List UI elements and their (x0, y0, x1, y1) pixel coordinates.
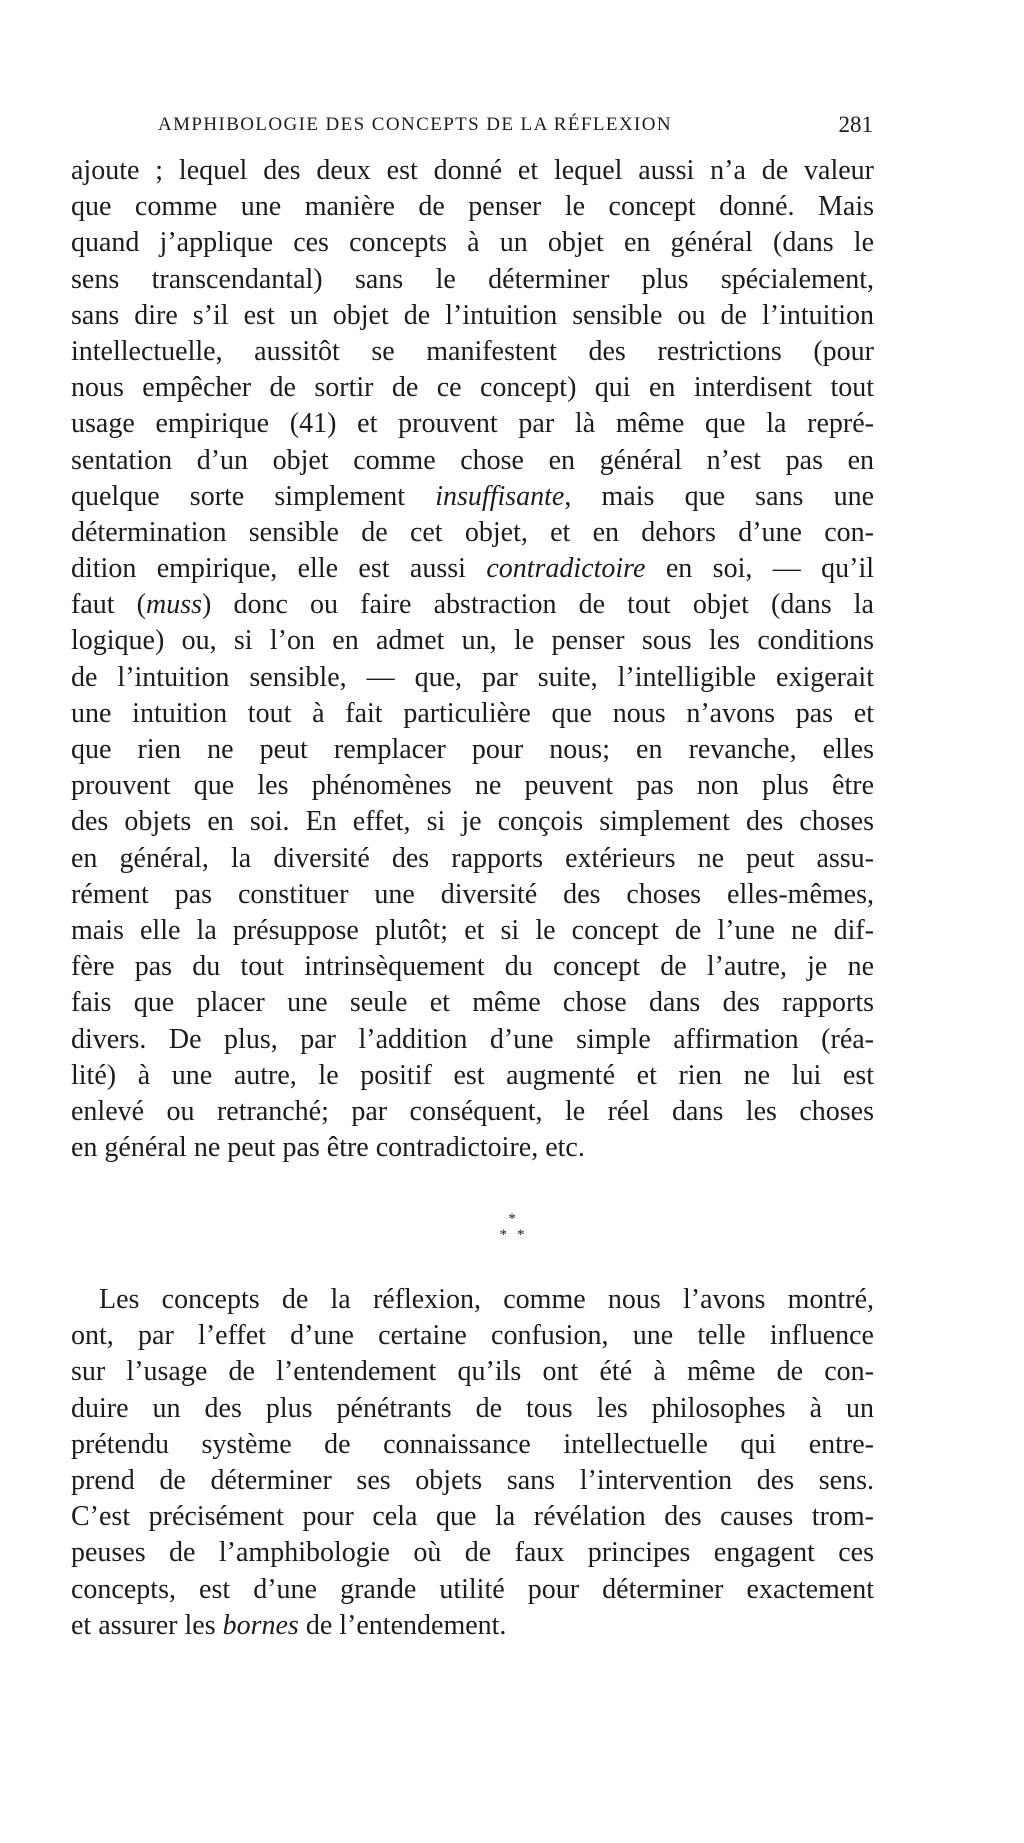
text-line (71, 443, 874, 479)
text-run: prouvent que les phénomènes ne peuvent pas non plus être (71, 770, 874, 802)
text-run: fère pas du tout intrinsèquement du concept de l’autre, je ne (71, 951, 874, 983)
italic-term: bornes (222, 1609, 299, 1641)
italic-term: muss (146, 589, 203, 621)
text-run: sens transcendantal) sans le déterminer plus spécialement, (71, 263, 874, 295)
text-line (71, 551, 874, 587)
text-line (71, 1391, 874, 1427)
text-line (71, 1572, 874, 1608)
text-line (71, 334, 874, 370)
text-line (71, 1022, 874, 1058)
text-run: quelque sorte simplement (71, 480, 436, 512)
asterisk: * (508, 1211, 516, 1227)
text-line (71, 262, 874, 298)
text-line (71, 660, 874, 696)
text-run: et assurer les (71, 1609, 223, 1641)
text-line (71, 406, 874, 442)
text-line (71, 1535, 874, 1571)
text-line (71, 1427, 874, 1463)
text-run: que comme une manière de penser le concept donné. Mais (71, 191, 874, 223)
running-title: AMPHIBOLOGIE DES CONCEPTS DE LA RÉFLEXION (158, 114, 672, 135)
text-line (71, 841, 874, 877)
text-line (71, 587, 874, 623)
paragraph-reflexion (71, 1282, 874, 1644)
text-line (71, 913, 874, 949)
text-run: nous empêcher de sortir de ce concept) qui en interdisent tout (71, 372, 874, 404)
text-run: divers. De plus, par l’addition d’une simple affirmation (réa- (71, 1023, 874, 1055)
text-line (71, 153, 874, 189)
text-line (71, 877, 874, 913)
italic-term: insuffisante (435, 480, 565, 512)
text-run: en général ne peut pas être contradictoire, etc. (71, 1132, 585, 1164)
text-run: des objets en soi. En effet, si je conçois simplement des choses (71, 806, 874, 838)
text-run: mais elle la présuppose plutôt; et si le concept de l’une ne dif- (71, 914, 874, 946)
text-line (71, 225, 874, 261)
text-line (71, 949, 874, 985)
text-run: détermination sensible de cet objet, et en dehors d’une con- (71, 516, 874, 548)
text-run: sans dire s’il est un objet de l’intuition sensible ou de l’intuition (71, 299, 874, 331)
text-line (71, 623, 874, 659)
text-line (71, 1130, 874, 1166)
text-run: Les concepts de la réflexion, comme nous l’avons montré, (99, 1284, 874, 1315)
running-head (158, 108, 873, 142)
text-run: de l’intuition sensible, — que, par suite, l’intelligible exigerait (71, 661, 874, 693)
text-run: ont, par l’effet d’une certaine confusion, une telle influence (71, 1320, 874, 1352)
text-run: faut ( (71, 589, 146, 621)
text-line (71, 1318, 874, 1354)
text-line (71, 515, 874, 551)
text-run: ajoute ; lequel des deux est donné et lequel aussi n’a de valeur (71, 155, 874, 186)
text-run: intellectuelle, aussitôt se manifestent des restrictions (pour (71, 335, 874, 367)
text-line (71, 189, 874, 225)
text-line (71, 1354, 874, 1390)
text-run: sentation d’un objet comme chose en général n’est pas en (71, 444, 874, 476)
text-run: fais que placer une seule et même chose dans des rapports (71, 987, 874, 1019)
text-run: usage empirique (41) et prouvent par là même que la repré- (71, 408, 874, 440)
text-run: peuses de l’amphibologie où de faux principes engagent ces (71, 1537, 874, 1569)
text-line (71, 1608, 874, 1644)
text-run: , mais que sans une (564, 480, 874, 512)
text-run: de l’entendement. (298, 1609, 507, 1641)
section-break-asterisk (0, 1212, 1024, 1226)
paragraph-continuation (71, 153, 874, 1166)
text-run: prend de déterminer ses objets sans l’intervention des sens. (71, 1464, 874, 1496)
text-run: concepts, est d’une grande utilité pour déterminer exactement (71, 1573, 874, 1605)
text-run: enlevé ou retranché; par conséquent, le réel dans les choses (71, 1095, 874, 1127)
text-run: rément pas constituer une diversité des choses elles-mêmes, (71, 878, 874, 910)
text-run: que rien ne peut remplacer pour nous; en revanche, elles (71, 734, 874, 765)
text-line (71, 804, 874, 840)
text-line (71, 370, 874, 406)
text-line (71, 1499, 874, 1535)
text-run: C’est précisément pour cela que la révélation des causes trom- (71, 1501, 874, 1533)
text-line (71, 479, 874, 515)
italic-term: contradictoire (486, 553, 646, 585)
text-run: une intuition tout à fait particulière que nous n’avons pas et (71, 697, 874, 729)
page-number: 281 (838, 112, 873, 137)
text-line (71, 1094, 874, 1130)
text-line (71, 1058, 874, 1094)
text-run: en soi, — qu’il (645, 553, 874, 585)
text-run: sur l’usage de l’entendement qu’ils ont été à même de con- (71, 1356, 874, 1388)
text-line (71, 1282, 874, 1318)
text-line (71, 696, 874, 732)
text-run: duire un des plus pénétrants de tous les philosophes à un (71, 1392, 874, 1424)
text-line (71, 1463, 874, 1499)
text-run: ) donc ou faire abstraction de tout objet (dans la (202, 589, 874, 621)
section-break-asterisks (0, 1228, 1024, 1242)
text-line (71, 768, 874, 804)
asterisk: * (517, 1227, 525, 1243)
text-run: quand j’applique ces concepts à un objet en général (dans le (71, 227, 874, 259)
asterisk: * (499, 1227, 507, 1243)
text-run: en général, la diversité des rapports extérieurs ne peut assu- (71, 842, 874, 874)
text-line (71, 732, 874, 768)
text-run: dition empirique, elle est aussi (71, 553, 487, 585)
text-run: logique) ou, si l’on en admet un, le penser sous les conditions (71, 625, 874, 657)
text-line (71, 298, 874, 334)
text-run: prétendu système de connaissance intellectuelle qui entre- (71, 1428, 874, 1460)
text-line (71, 985, 874, 1021)
text-run: lité) à une autre, le positif est augmenté et rien ne lui est (71, 1059, 874, 1091)
